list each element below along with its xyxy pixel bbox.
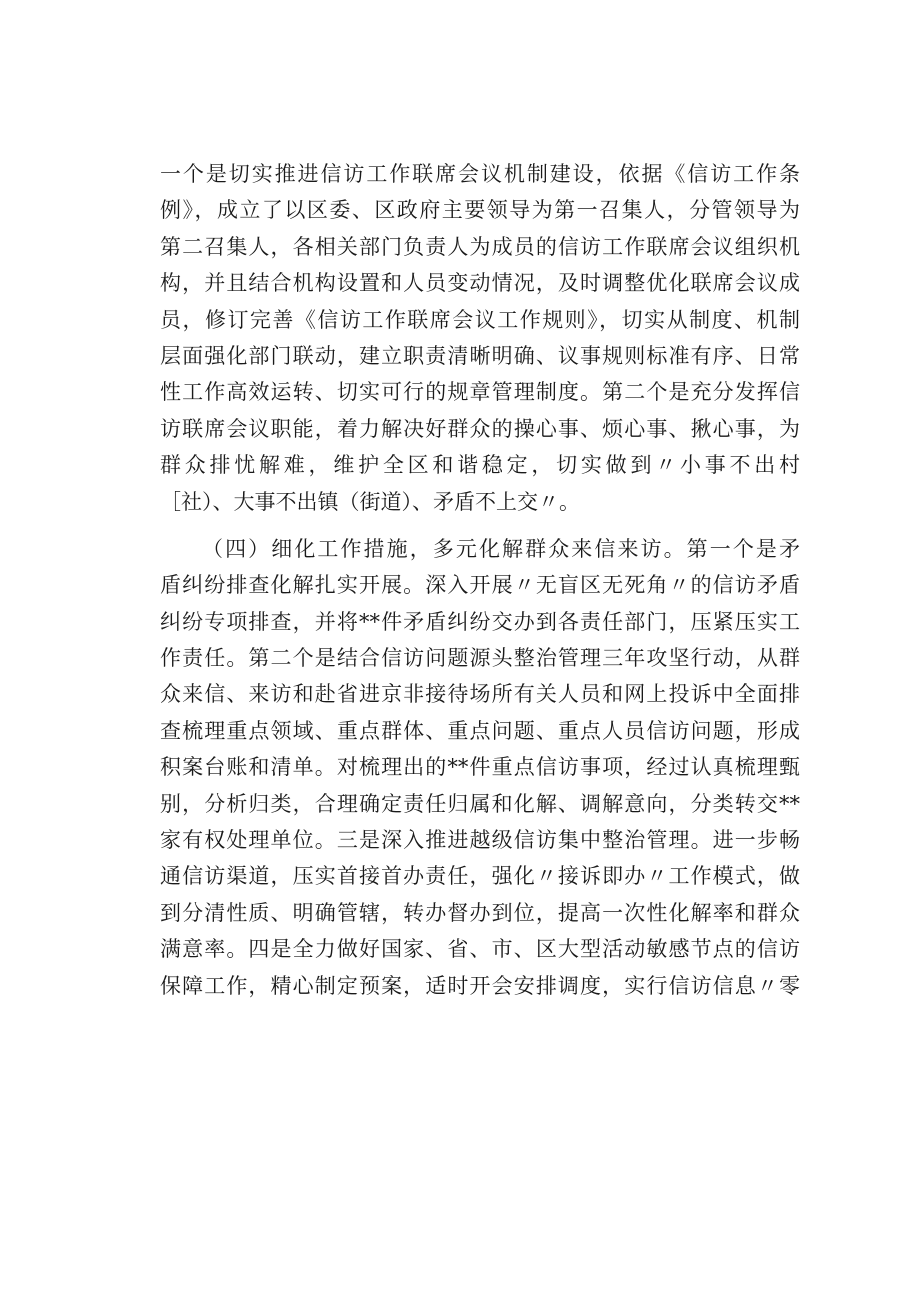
text-line: 盾纠纷排查化解扎实开展。深入开展〃无盲区无死角〃的信访矛盾 bbox=[160, 573, 800, 598]
document-body bbox=[160, 156, 800, 1004]
text-line: 满意率。四是全力做好国家、省、市、区大型活动敏感节点的信访 bbox=[160, 937, 800, 962]
text-line: 众来信、来访和赴省进京非接待场所有关人员和网上投诉中全面排 bbox=[160, 682, 800, 707]
text-line: 到分清性质、明确管辖，转办督办到位，提高一次性化解率和群众 bbox=[160, 900, 800, 925]
text-line: 纠纷专项排查，并将**件矛盾纠纷交办到各责任部门，压紧压实工 bbox=[160, 609, 800, 634]
text-line: 作责任。第二个是结合信访问题源头整治管理三年攻坚行动，从群 bbox=[160, 646, 800, 671]
text-line: 查梳理重点领域、重点群体、重点问题、重点人员信访问题，形成 bbox=[160, 718, 800, 743]
text-line: 一个是切实推进信访工作联席会议机制建设，依据《信访工作条 bbox=[160, 162, 800, 186]
text-line: 积案台账和清单。对梳理出的**件重点信访事项，经过认真梳理甄 bbox=[160, 755, 800, 780]
text-line: ［社）、大事不出镇（街道）、矛盾不上交〃。 bbox=[160, 489, 580, 514]
paragraph-spacer bbox=[160, 520, 800, 531]
text-line: 构，并且结合机构设置和人员变动情况，及时调整优化联席会议成 bbox=[160, 271, 800, 296]
text-line: 保障工作，精心制定预案，适时开会安排调度，实行信访信息〃零 bbox=[160, 973, 800, 998]
paragraph-1 bbox=[160, 156, 800, 520]
text-line: 性工作高效运转、切实可行的规章管理制度。第二个是充分发挥信 bbox=[160, 380, 800, 405]
text-line: 访联席会议职能，着力解决好群众的操心事、烦心事、揪心事，为 bbox=[160, 416, 800, 441]
text-line: 群众排忧解难，维护全区和谐稳定，切实做到〃小事不出村 bbox=[160, 453, 800, 478]
text-line: 例》，成立了以区委、区政府主要领导为第一召集人，分管领导为 bbox=[160, 198, 800, 223]
text-line: 通信访渠道，压实首接首办责任，强化〃接诉即办〃工作模式，做 bbox=[160, 864, 800, 889]
text-line: 家有权处理单位。三是深入推进越级信访集中整治管理。进一步畅 bbox=[160, 828, 800, 853]
text-line: 员，修订完善《信访工作联席会议工作规则》，切实从制度、机制 bbox=[160, 307, 800, 332]
text-line: 第二召集人，各相关部门负责人为成员的信访工作联席会议组织机 bbox=[160, 234, 800, 259]
text-line: 层面强化部门联动，建立职责清晰明确、议事规则标准有序、日常 bbox=[160, 343, 800, 368]
paragraph-2 bbox=[160, 531, 800, 1004]
text-line: 别，分析归类，合理确定责任归属和化解、调解意向，分类转交** bbox=[160, 791, 800, 816]
section-heading-line: （四）细化工作措施，多元化解群众来信来访。第一个是矛 bbox=[202, 536, 800, 561]
